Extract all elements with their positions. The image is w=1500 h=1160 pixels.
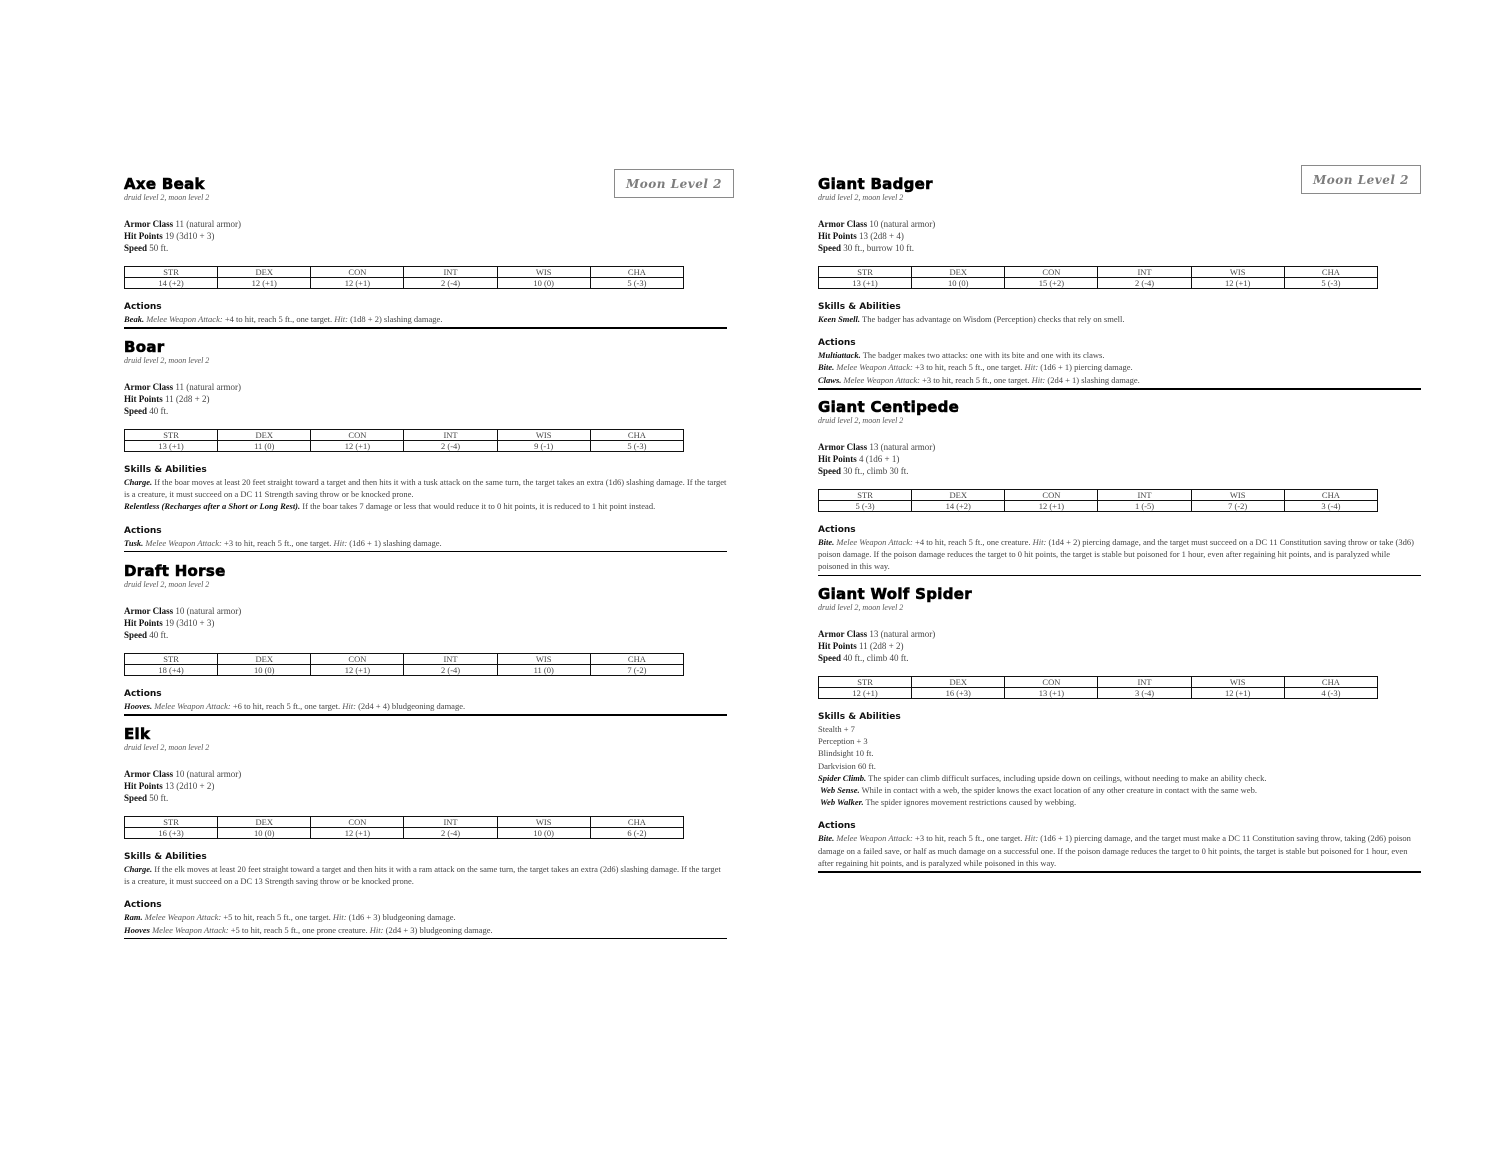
abil-score: 3 (-4) [1098,688,1191,699]
abil-score: 12 (+1) [218,278,311,289]
section-divider [124,551,727,552]
hit-label: Hit: [1024,362,1039,373]
core-stats [124,605,727,641]
attack-type: Melee Weapon Attack: [154,701,231,711]
abil-score: 6 (-2) [590,828,683,839]
action-text: +3 to hit, reach 5 ft., one target. [221,537,334,548]
moon-level-badge: Moon Level 2 [1301,165,1421,194]
abil-score: 12 (+1) [1005,501,1098,512]
action-text: (1d8 + 2) slashing damage. [347,314,443,324]
action-entry [124,700,727,712]
ac-value: 11 (natural armor) [175,219,241,229]
skill-title: Web Walker. [820,797,864,808]
actions-heading: Actions [124,900,162,911]
abil-header: CON [311,654,404,665]
abil-header: WIS [1191,677,1284,688]
action-entry [124,537,727,549]
actions-heading: Actions [818,338,856,349]
abil-score: 16 (+3) [912,688,1005,699]
abil-header: WIS [497,430,590,441]
skills-heading: Skills & Abilities [124,852,207,862]
abil-header: INT [1098,677,1191,688]
hp-value: 13 (2d10 + 2) [165,781,215,791]
speed-value: 40 ft. [149,406,169,416]
abil-score: 13 (+1) [819,278,912,289]
abil-header: CHA [590,430,683,441]
ability-table [124,429,684,452]
speed-value: 40 ft., climb 40 ft. [843,653,909,663]
ability-table [818,676,1378,699]
stat-block-axe-beak [124,177,727,329]
stat-block-giant-centipede [818,400,1421,576]
creature-name: Draft Horse [124,562,226,580]
action-entry [818,374,1421,386]
abil-score: 2 (-4) [404,665,497,676]
creature-subtitle: druid level 2, moon level 2 [124,193,210,202]
abil-score: 7 (-2) [590,665,683,676]
abil-score: 10 (0) [218,665,311,676]
section-divider [124,714,727,716]
skill-entry [818,772,1421,784]
action-text: (1d4 + 2) piercing damage, and the target must succeed on a DC 11 Constitution saving throw or take (3d6) poison damage. If the poison damage reduces the target to 0 hit points, the target is stable but poisoned for 1 hour, even after regaining hit points, and is paralyzed while poisoned in this way. [818,537,1414,572]
speed-value: 50 ft. [149,793,169,803]
abil-score: 7 (-2) [1191,501,1284,512]
hit-label: Hit: [333,537,348,548]
action-text: (2d4 + 1) slashing damage. [1045,374,1140,385]
abil-header: INT [404,267,497,278]
action-text: +5 to hit, reach 5 ft., one prone creature. [228,924,370,935]
abil-score: 18 (+4) [125,665,218,676]
hp-value: 11 (2d8 + 2) [859,641,904,651]
core-stats [818,441,1421,477]
abil-score: 10 (0) [497,278,590,289]
ability-table [818,489,1378,512]
creature-subtitle: druid level 2, moon level 2 [818,416,904,425]
action-text: (2d4 + 3) bludgeoning damage. [383,924,493,935]
abil-score: 10 (0) [912,278,1005,289]
creature-subtitle: druid level 2, moon level 2 [124,356,210,365]
ac-label: Armor Class [818,442,868,452]
section-divider [818,871,1421,873]
hit-label: Hit: [334,314,348,324]
core-stats [818,218,1421,254]
hp-label: Hit Points [124,781,163,791]
abil-score: 12 (+1) [311,828,404,839]
attack-type: Melee Weapon Attack: [146,314,223,324]
ac-label: Armor Class [818,219,868,229]
abil-header: WIS [497,267,590,278]
action-text: +3 to hit, reach 5 ft., one target. [912,362,1025,373]
hp-label: Hit Points [818,641,857,651]
action-text: +6 to hit, reach 5 ft., one target. [230,701,343,711]
action-title: Hooves [124,924,150,935]
abil-header: STR [125,267,218,278]
hit-label: Hit: [1031,374,1046,385]
abil-header: INT [404,430,497,441]
attack-type: Melee Weapon Attack: [152,924,229,935]
action-entry [818,832,1421,869]
action-title: Tusk. [124,537,144,548]
ac-value: 11 (natural armor) [175,382,241,392]
skill-line: Blindsight 10 ft. [818,748,874,759]
action-title: Bite. [818,537,835,547]
speed-label: Speed [818,653,842,663]
hp-label: Hit Points [818,454,857,464]
abil-header: CHA [590,817,683,828]
action-entry [124,911,727,923]
abil-score: 16 (+3) [125,828,218,839]
core-stats [124,768,727,804]
ac-label: Armor Class [124,219,174,229]
abil-score: 3 (-4) [1284,501,1377,512]
abil-score: 10 (0) [497,828,590,839]
skill-title: Charge. [124,477,153,487]
abil-score: 5 (-3) [590,441,683,452]
attack-type: Melee Weapon Attack: [836,362,913,373]
action-title: Claws. [818,374,842,385]
skill-entry [818,313,1421,325]
abil-header: CHA [590,267,683,278]
abil-score: 12 (+1) [311,665,404,676]
abil-score: 13 (+1) [125,441,218,452]
abil-score: 9 (-1) [497,441,590,452]
abil-score: 12 (+1) [1191,278,1284,289]
abil-header: CON [311,267,404,278]
abil-header: DEX [218,817,311,828]
abil-score: 10 (0) [218,828,311,839]
abil-header: WIS [1191,490,1284,501]
hit-label: Hit: [1024,833,1039,844]
abil-header: CON [1005,677,1098,688]
abil-score: 2 (-4) [404,441,497,452]
core-stats [124,381,727,417]
creature-name: Giant Centipede [818,398,960,416]
attack-type: Melee Weapon Attack: [144,912,222,923]
ac-value: 13 (natural armor) [869,442,936,452]
action-title: Multiattack. [818,350,861,361]
action-text: +4 to hit, reach 5 ft., one target. [222,314,335,324]
skill-line: Perception + 3 [818,736,868,747]
speed-label: Speed [124,793,148,803]
abil-header: CHA [1284,490,1377,501]
ac-value: 10 (natural armor) [175,606,242,616]
abil-header: DEX [218,430,311,441]
ac-label: Armor Class [124,769,174,779]
speed-label: Speed [124,630,148,640]
abil-header: WIS [497,817,590,828]
abil-header: STR [819,267,912,278]
ac-value: 10 (natural armor) [175,769,242,779]
creature-subtitle: druid level 2, moon level 2 [124,580,210,589]
attack-type: Melee Weapon Attack: [843,374,920,385]
actions-heading: Actions [818,821,856,832]
ac-label: Armor Class [124,606,174,616]
skill-title: Keen Smell. [818,314,861,324]
hp-value: 19 (3d10 + 3) [165,618,215,628]
ac-value: 10 (natural armor) [869,219,936,229]
abil-score: 12 (+1) [819,688,912,699]
skill-entry [818,784,1421,796]
hp-label: Hit Points [124,394,163,404]
hit-label: Hit: [332,912,347,923]
abil-score: 12 (+1) [1191,688,1284,699]
abil-header: CON [311,430,404,441]
skill-title: Charge. [124,864,153,874]
abil-score: 15 (+2) [1005,278,1098,289]
speed-label: Speed [818,243,842,253]
abil-score: 1 (-5) [1098,501,1191,512]
skills-heading: Skills & Abilities [124,465,207,475]
action-entry [124,924,727,936]
stat-block-giant-badger [818,177,1421,390]
skill-entry [124,863,727,887]
creature-name: Boar [124,338,165,356]
ability-table [818,266,1378,289]
abil-header: WIS [1191,267,1284,278]
creature-name: Giant Wolf Spider [818,585,972,603]
abil-score: 12 (+1) [311,278,404,289]
abil-score: 2 (-4) [404,828,497,839]
creature-subtitle: druid level 2, moon level 2 [818,193,904,202]
skill-entry [818,796,1421,808]
ac-label: Armor Class [124,382,174,392]
actions-heading: Actions [818,525,856,535]
actions-heading: Actions [124,302,162,312]
action-entry [818,349,1421,361]
speed-label: Speed [124,243,148,253]
abil-score: 14 (+2) [125,278,218,289]
stat-block-giant-wolf-spider [818,587,1421,873]
abil-score: 11 (0) [218,441,311,452]
skill-text: The spider can climb difficult surfaces, including upside down on ceilings, without needing to make an ability check. [866,772,1267,783]
abil-header: STR [819,677,912,688]
skills-heading: Skills & Abilities [818,712,901,722]
skill-title: Spider Climb. [818,772,867,783]
abil-header: STR [125,430,218,441]
abil-score: 4 (-3) [1284,688,1377,699]
speed-value: 30 ft., burrow 10 ft. [843,243,915,253]
action-text: (1d6 + 3) bludgeoning damage. [346,912,456,923]
action-entry [818,536,1421,573]
abil-header: STR [125,654,218,665]
abil-header: WIS [497,654,590,665]
skill-line: Darkvision 60 ft. [818,760,876,771]
hp-label: Hit Points [818,231,857,241]
ac-label: Armor Class [818,629,868,639]
stat-block-boar [124,340,727,552]
attack-type: Melee Weapon Attack: [836,537,913,547]
skill-title: Web Sense. [820,785,860,796]
skill-title: Relentless (Recharges after a Short or Long Rest). [124,501,301,512]
abil-score: 2 (-4) [404,278,497,289]
abil-header: INT [404,817,497,828]
abil-header: DEX [912,267,1005,278]
abil-header: DEX [218,267,311,278]
skill-text: If the boar moves at least 20 feet straight toward a target and then hits it with a tusk attack on the same turn, the target takes an extra (1d6) slashing damage. If the target is a creature, it must succeed on a DC 11 Strength saving throw or be knocked prone. [124,477,727,500]
section-divider [818,388,1421,390]
action-text: +3 to hit, reach 5 ft., one target. [920,374,1032,385]
abil-score: 5 (-3) [590,278,683,289]
action-text: (2d4 + 4) bludgeoning damage. [355,701,466,711]
creature-name: Elk [124,725,151,743]
abil-score: 2 (-4) [1098,278,1191,289]
section-divider [124,327,727,329]
action-text: (1d6 + 1) piercing damage. [1038,362,1133,373]
action-title: Bite. [818,362,835,373]
hp-label: Hit Points [124,618,163,628]
attack-type: Melee Weapon Attack: [836,833,913,844]
action-title: Ram. [124,912,143,923]
stat-block-elk [124,727,727,939]
section-divider [124,938,727,939]
abil-score: 5 (-3) [1284,278,1377,289]
skill-text: While in contact with a web, the spider knows the exact location of any other creature in contact with the same web. [859,785,1257,796]
speed-value: 30 ft., climb 30 ft. [843,466,909,476]
abil-header: DEX [912,677,1005,688]
action-text: +4 to hit, reach 5 ft., one creature. [912,537,1033,547]
skills-heading: Skills & Abilities [818,302,901,312]
moon-level-badge: Moon Level 2 [614,169,734,198]
hit-label: Hit: [342,701,356,711]
abil-score: 11 (0) [497,665,590,676]
creature-subtitle: druid level 2, moon level 2 [124,743,210,752]
action-text: (1d6 + 1) slashing damage. [347,537,442,548]
skill-text: If the elk moves at least 20 feet straight toward a target and then hits it with a ram attack on the same turn, the target takes an extra (2d6) slashing damage. If the target is a creature, it must succeed on a DC 13 Strength saving throw or be knocked prone. [124,864,721,887]
abil-header: DEX [218,654,311,665]
action-title: Beak. [124,314,145,324]
action-text: The badger makes two attacks: one with its bite and one with its claws. [860,350,1105,361]
skill-text: The badger has advantage on Wisdom (Perception) checks that rely on smell. [860,314,1125,324]
skill-text: If the boar takes 7 damage or less that would reduce it to 0 hit points, it is reduced to 1 hit point instead. [300,501,656,512]
abil-score: 13 (+1) [1005,688,1098,699]
ac-value: 13 (natural armor) [869,629,936,639]
abil-header: INT [404,654,497,665]
attack-type: Melee Weapon Attack: [145,537,222,548]
skill-text: The spider ignores movement restrictions caused by webbing. [863,797,1077,808]
skill-entry [124,476,727,500]
action-title: Hooves. [124,701,153,711]
creature-name: Axe Beak [124,175,205,193]
abil-header: CON [1005,267,1098,278]
speed-value: 50 ft. [149,243,169,253]
speed-value: 40 ft. [149,630,169,640]
core-stats [124,218,727,254]
creature-name: Giant Badger [818,175,933,193]
abil-score: 14 (+2) [912,501,1005,512]
abil-header: CHA [590,654,683,665]
ability-table [124,266,684,289]
abil-score: 12 (+1) [311,441,404,452]
abil-header: STR [819,490,912,501]
actions-heading: Actions [124,525,162,536]
hp-value: 19 (3d10 + 3) [165,231,215,241]
hp-value: 4 (1d6 + 1) [859,454,900,464]
speed-label: Speed [818,466,842,476]
action-title: Bite. [818,833,835,844]
abil-header: CON [311,817,404,828]
hp-label: Hit Points [124,231,163,241]
ability-table [124,816,684,839]
abil-header: INT [1098,267,1191,278]
ability-table [124,653,684,676]
creature-subtitle: druid level 2, moon level 2 [818,603,904,612]
actions-heading: Actions [124,689,162,699]
action-text: +3 to hit, reach 5 ft., one target. [912,833,1025,844]
speed-label: Speed [124,406,148,416]
hit-label: Hit: [369,924,384,935]
stat-block-draft-horse [124,564,727,716]
abil-header: CON [1005,490,1098,501]
hit-label: Hit: [1032,537,1047,547]
action-entry [124,313,727,325]
abil-header: STR [125,817,218,828]
hp-value: 11 (2d8 + 2) [165,394,210,404]
abil-header: CHA [1284,677,1377,688]
hp-value: 13 (2d8 + 4) [859,231,904,241]
action-text: (1d6 + 1) piercing damage, and the target must make a DC 11 Constitution saving throw, taking (2d6) poison damage on a failed save, or half as much damage on a successful one. If the poison damage reduces the target to 0 hit points, the target is stable but poisoned for 1 hour, even after regaining hit points, and is paralyzed while poisoned in this way. [818,833,1411,868]
skill-entry [124,500,727,512]
abil-header: INT [1098,490,1191,501]
section-divider [818,575,1421,576]
core-stats [818,628,1421,664]
abil-header: DEX [912,490,1005,501]
abil-score: 5 (-3) [819,501,912,512]
skill-line: Stealth + 7 [818,724,855,734]
action-entry [818,361,1421,373]
abil-header: CHA [1284,267,1377,278]
action-text: +5 to hit, reach 5 ft., one target. [221,912,333,923]
